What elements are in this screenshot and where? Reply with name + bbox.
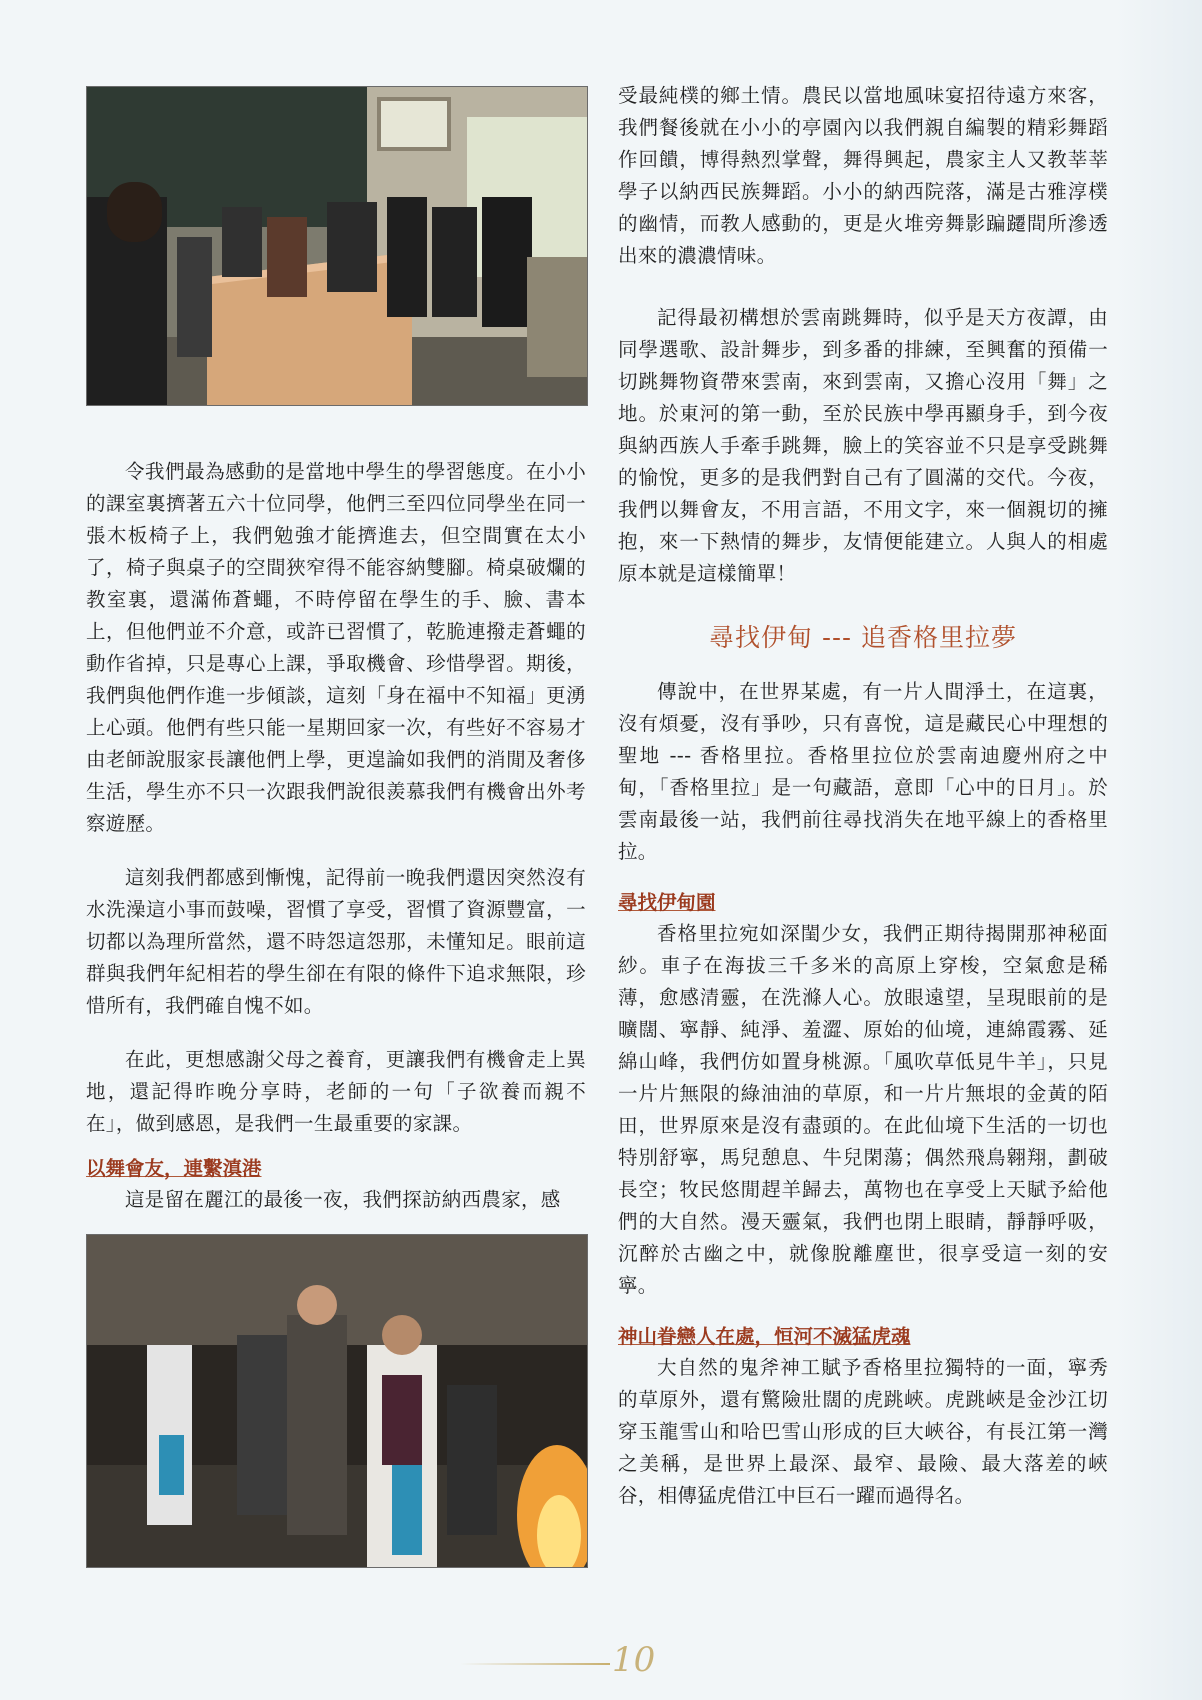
- page-number: 10: [612, 1640, 656, 1680]
- bonfire-dance-photo: [86, 1234, 588, 1568]
- page-edge-band: [1114, 0, 1202, 1700]
- right-paragraph-2: 記得最初構想於雲南跳舞時，似乎是天方夜譚，由同學選歌、設計舞步，到多番的排練，至興奮的預備一切跳舞物資帶來雲南，來到雲南，又擔心沒用「舞」之地。於東河的第一動，至於民族中學再顯身手，到今夜與納西族人手牽手跳舞，臉上的笑容並不只是享受跳舞的愉悅，更多的是我們對自己有了圓滿的交代。今夜，我們以舞會友，不用言語，不用文字，來一個親切的擁抱，來一下熱情的舞步，友情便能建立。人與人的相處原本就是這樣簡單！: [618, 306, 1108, 585]
- left-paragraph-1: 令我們最為感動的是當地中學生的學習態度。在小小的課室裏擠著五六十位同學，他們三至四位同學坐在同一張木板椅子上，我們勉強才能擠進去，但空間實在太小了，椅子與桌子的空間狹窄得不能容納雙腳。椅桌破爛的教室裏，還滿佈蒼蠅，不時停留在學生的手、臉、書本上，但他們並不介意，或許已習慣了，乾脆連撥走蒼蠅的動作省掉，只是專心上課，爭取機會、珍惜學習。期後，我們與他們作進一步傾談，這刻「身在福中不知福」更湧上心頭。他們有些只能一星期回家一次，有些好不容易才由老師說服家長讓他們上學，更遑論如我們的消閒及奢侈生活，學生亦不只一次跟我們說很羨慕我們有機會出外考察遊歷。: [86, 460, 586, 835]
- subheading-tiger-leaping: 神山眷戀人在處，恒河不滅猛虎魂: [618, 1325, 911, 1348]
- bonfire-dance-photo-image: [87, 1235, 587, 1567]
- left-column: [86, 86, 586, 1568]
- subheading-eden: 尋找伊甸園: [618, 891, 716, 914]
- left-paragraph-3: 在此，更想感謝父母之養育，更讓我們有機會走上異地，還記得昨晚分享時，老師的一句「子欲養而親不在」，做到感恩，是我們一生最重要的家課。: [86, 1048, 586, 1135]
- subheading-dance: 以舞會友，連繫滇港: [86, 1157, 262, 1180]
- right-paragraph-5: 大自然的鬼斧神工賦予香格里拉獨特的一面，寧秀的草原外，還有驚險壯闊的虎跳峽。虎跳峽是金沙江切穿玉龍雪山和哈巴雪山形成的巨大峽谷，有長江第一灣之美稱，是世界上最深、最窄、最險、最大落差的峽谷，相傳猛虎借江中巨石一躍而過得名。: [618, 1356, 1108, 1507]
- right-paragraph-4: 香格里拉宛如深閨少女，我們正期待揭開那神秘面紗。車子在海拔三千多米的高原上穿梭，空氣愈是稀薄，愈感清靈，在洗滌人心。放眼遠望，呈現眼前的是曠闊、寧靜、純淨、羞澀、原始的仙境，連綿霞霧、延綿山峰，我們仿如置身桃源。「風吹草低見牛羊」，只見一片片無限的綠油油的草原，和一片片無垠的金黃的陌田，世界原來是沒有盡頭的。在此仙境下生活的一切也特別舒寧，馬兒憩息、牛兒閑蕩；偶然飛鳥翱翔，劃破長空；牧民悠閒趕羊歸去，萬物也在享受上天賦予給他們的大自然。漫天靈氣，我們也閉上眼睛，靜靜呼吸，沉醉於古幽之中，就像脫離塵世，很享受這一刻的安寧。: [618, 922, 1108, 1297]
- classroom-photo-image: [87, 87, 587, 405]
- right-paragraph-1: 受最純樸的鄉土情。農民以當地風味宴招待遠方來客，我們餐後就在小小的亭園內以我們親自編製的精彩舞蹈作回饋，博得熱烈掌聲，舞得興起，農家主人又教莘莘學子以納西民族舞蹈。小小的納西院落，滿是古雅淳樸的幽情，而教人感動的，更是火堆旁舞影蹁躚間所滲透出來的濃濃情味。: [618, 84, 1108, 267]
- section-title: 尋找伊甸 --- 追香格里拉夢: [709, 623, 1017, 652]
- right-paragraph-3: 傳說中，在世界某處，有一片人間淨土，在這裏，沒有煩憂，沒有爭吵，只有喜悅，這是藏民心中理想的聖地 --- 香格里拉。香格里拉位於雲南迪慶州府之中甸，「香格里拉」是一句藏語，意即「心中的日月」。於雲南最後一站，我們前往尋找消失在地平線上的香格里拉。: [618, 680, 1108, 863]
- left-paragraph-2: 這刻我們都感到慚愧，記得前一晚我們還因突然沒有水洗澡這小事而鼓噪，習慣了享受，習慣了資源豐富，一切都以為理所當然，還不時怨這怨那，未懂知足。眼前這群與我們年紀相若的學生卻在有限的條件下追求無限，珍惜所有，我們確自愧不如。: [86, 866, 586, 1017]
- footer-rule: [460, 1663, 610, 1665]
- right-column: [618, 80, 1108, 1512]
- left-paragraph-4: 這是留在麗江的最後一夜，我們探訪納西農家，感: [125, 1188, 561, 1211]
- classroom-photo: [86, 86, 588, 406]
